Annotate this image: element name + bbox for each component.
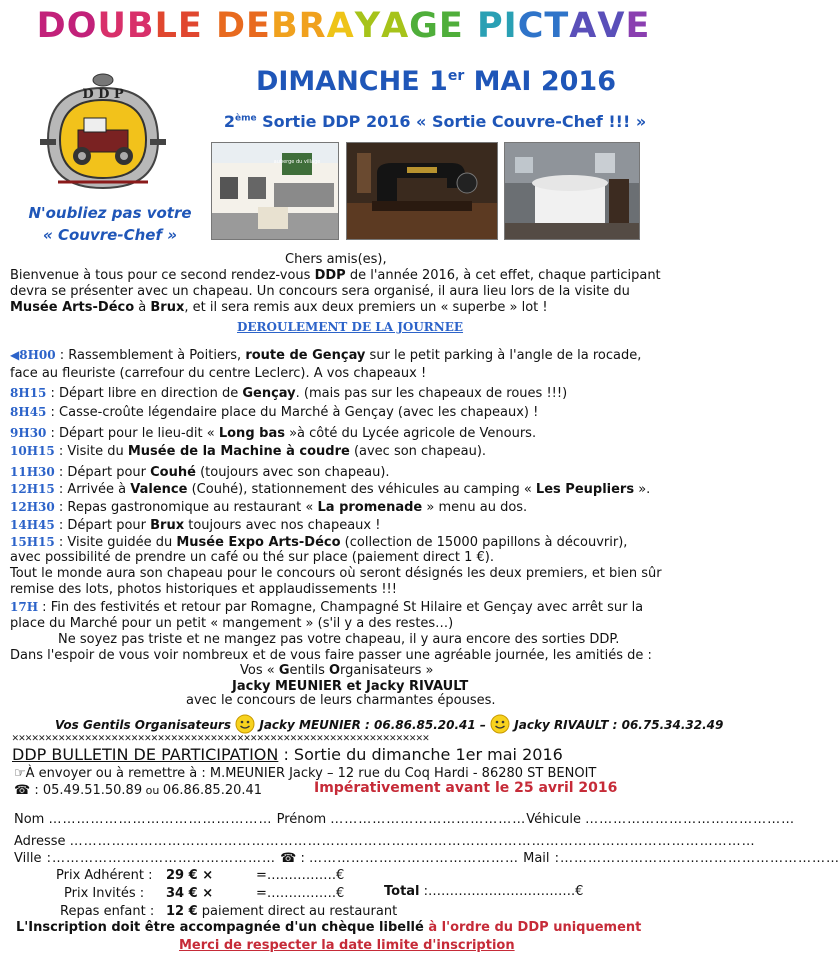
contact-rivault: Jacky RIVAULT : 06.75.34.32.49 (514, 718, 724, 732)
prenom-field[interactable]: …………………………………… (330, 812, 527, 827)
logo-letters: D D P (82, 87, 124, 102)
club-logo (38, 70, 168, 198)
adult-total-field[interactable]: =…………….€ (256, 868, 345, 883)
schedule-item-10-cont: avec possibilité de prendre un café ou thé sur place (paiement direct 1 €). (10, 550, 495, 565)
total-row (384, 884, 583, 899)
schedule-item-1-cont: face au fleuriste (carrefour du centre Leclerc). A vos chapeaux ! (10, 366, 427, 381)
section-title: DEROULEMENT DE LA JOURNEE (237, 320, 464, 334)
name-row (14, 812, 795, 827)
schedule-item-4: 9H30 : Départ pour le lieu-dit « Long bas »à côté du Lycée agricole de Venours. (10, 426, 537, 441)
address-row (14, 834, 756, 849)
tel-field[interactable]: ……………………………………… (308, 851, 519, 866)
reminder-line-2: « Couvre-Chef » (43, 226, 177, 244)
payment-note: L'Inscription doit être accompagnée d'un chèque libellé à l'ordre du DDP uniquement (16, 920, 642, 935)
sewing-machine-photo (346, 142, 498, 240)
child-note: paiement direct au restaurant (197, 904, 398, 919)
ville-label: Ville (14, 851, 42, 866)
cut-line: ✕✕✕✕✕✕✕✕✕✕✕✕✕✕✕✕✕✕✕✕✕✕✕✕✕✕✕✕✕✕✕✕✕✕✕✕✕✕✕✕✕✕✕✕✕✕✕✕✕✕✕✕✕✕✕✕✕✕✕✕✕✕✕ (12, 731, 430, 744)
nom-label: Nom (14, 812, 45, 827)
nom-field[interactable]: ………………………………………… (48, 812, 273, 827)
total-field[interactable]: :…………………………….€ (419, 884, 584, 899)
hat-reminder (10, 202, 210, 246)
deadline-reminder: Merci de respecter la date limite d'inscription (179, 938, 515, 953)
outro-line-2: Dans l'espoir de vous voir nombreux et de vous faire passer une agréable journée, les amitiés de : (10, 648, 652, 663)
phone-line: ☎ : 05.49.51.50.89 ou 06.86.85.20.41 (14, 783, 263, 798)
prenom-label: Prénom (276, 812, 327, 827)
adresse-label: Adresse (14, 834, 66, 849)
schedule-item-5: 10H15 : Visite du Musée de la Machine à coudre (avec son chapeau). (10, 444, 487, 459)
adresse-field[interactable]: ………………………………………………………………………………………………………………………………… (69, 834, 756, 849)
send-to-address: ☞À envoyer ou à remettre à : M.MEUNIER Jacky – 12 rue du Coq Hardi - 86280 ST BENOIT (14, 766, 597, 781)
event-subtitle: 2ème Sortie DDP 2016 « Sortie Couvre-Chef !!! » (223, 112, 647, 131)
schedule-item-10: 15H15 : Visite guidée du Musée Expo Arts-Déco (collection de 15000 papillons à découvrir), (10, 535, 628, 550)
deadline: Impérativement avant le 25 avril 2016 (314, 780, 618, 796)
schedule-item-3: 8H45 : Casse-croûte légendaire place du Marché à Gençay (avec les chapeaux) ! (10, 405, 539, 420)
schedule-item-12-cont: place du Marché pour un petit « mangement » (s'il y a des restes…) (10, 616, 454, 631)
mail-label: Mail (523, 851, 550, 866)
vehicule-label: Véhicule (526, 812, 582, 827)
contest-line-2: remise des lots, photos historiques et applaudissements !!! (10, 582, 397, 597)
guest-price: 34 € × (166, 886, 214, 901)
horn-icon: ◀︎ (10, 348, 20, 362)
contest-line-1: Tout le monde aura son chapeau pour le concours où seront désignés les deux premiers, et bien sûr (10, 566, 662, 581)
adult-price: 29 € × (166, 868, 214, 883)
child-price-row (166, 904, 397, 919)
intro-line-2: devra se présenter avec un chapeau. Un concours sera organisé, il aura lieu lors de la visite du (10, 284, 630, 299)
child-price-label: Repas enfant : (60, 904, 155, 919)
reminder-line-1: N'oubliez pas votre (28, 204, 192, 222)
adult-price-label: Prix Adhérent : (56, 868, 153, 883)
mail-field[interactable]: :…………………………………………………… (549, 851, 840, 866)
outro-line-5: avec le concours de leurs charmantes épouses. (186, 693, 496, 708)
schedule-item-2: 8H15 : Départ libre en direction de Gençay. (mais pas sur les chapeaux de roues !!!) (10, 386, 568, 401)
greeting: Chers amis(es), (285, 252, 387, 267)
guest-total-field[interactable]: =…………….€ (256, 886, 345, 901)
organizers-names: Jacky MEUNIER et Jacky RIVAULT (232, 679, 469, 694)
city-row: Ville :………………………………………… ☎ : ……………………………………… Mail :…………………………………………………… (14, 851, 840, 866)
outro-line-3: Vos « Gentils Organisateurs » (240, 663, 434, 678)
event-date: DIMANCHE 1er MAI 2016 (255, 66, 617, 97)
ville-field[interactable]: :………………………………………… (41, 851, 276, 866)
phone-icon: ☎ (280, 851, 297, 866)
child-price: 12 € (166, 904, 198, 919)
vehicule-field[interactable]: ……………………………………… (585, 812, 796, 827)
schedule-item-1: ◀︎8H00 : Rassemblement à Poitiers, route de Gençay sur le petit parking à l'angle de la rocade, (10, 348, 642, 363)
page-title: DOUBLE DEBRAYAGE PICTAVE (36, 6, 651, 46)
street-photo (211, 142, 339, 240)
pointer-icon: ☞ (14, 766, 26, 781)
intro-line-1: Bienvenue à tous pour ce second rendez-vous DDP de l'année 2016, à cet effet, chaque participant (10, 268, 661, 283)
contact-meunier: Jacky MEUNIER : 06.86.85.20.41 – (259, 718, 486, 732)
schedule-item-9: 14H45 : Départ pour Brux toujours avec nos chapeaux ! (10, 518, 381, 533)
schedule-item-12: 17H : Fin des festivités et retour par Romagne, Champagné St Hilaire et Gençay avec arrêt sur la (10, 600, 644, 615)
schedule-item-6: 11H30 : Départ pour Couhé (toujours avec son chapeau). (10, 465, 390, 480)
schedule-item-8: 12H30 : Repas gastronomique au restaurant « La promenade » menu au dos. (10, 500, 528, 515)
contacts-label: Vos Gentils Organisateurs (55, 718, 231, 732)
museum-room-photo (504, 142, 640, 240)
intro-line-3: Musée Arts-Déco à Brux, et il sera remis aux deux premiers un « superbe » lot ! (10, 300, 548, 315)
guest-price-label: Prix Invités : (64, 886, 145, 901)
phone-icon: ☎ (14, 783, 31, 798)
total-label: Total (384, 884, 420, 899)
schedule-item-7: 12H15 : Arrivée à Valence (Couhé), stationnement des véhicules au camping « Les Peupliers ». (10, 482, 651, 497)
outro-line-1: Ne soyez pas triste et ne mangez pas votre chapeau, il y aura encore des sorties DDP. (58, 632, 620, 647)
photo-sign: auberge du village (273, 159, 321, 165)
form-title: DDP BULLETIN DE PARTICIPATION : Sortie du dimanche 1er mai 2016 (12, 745, 563, 764)
